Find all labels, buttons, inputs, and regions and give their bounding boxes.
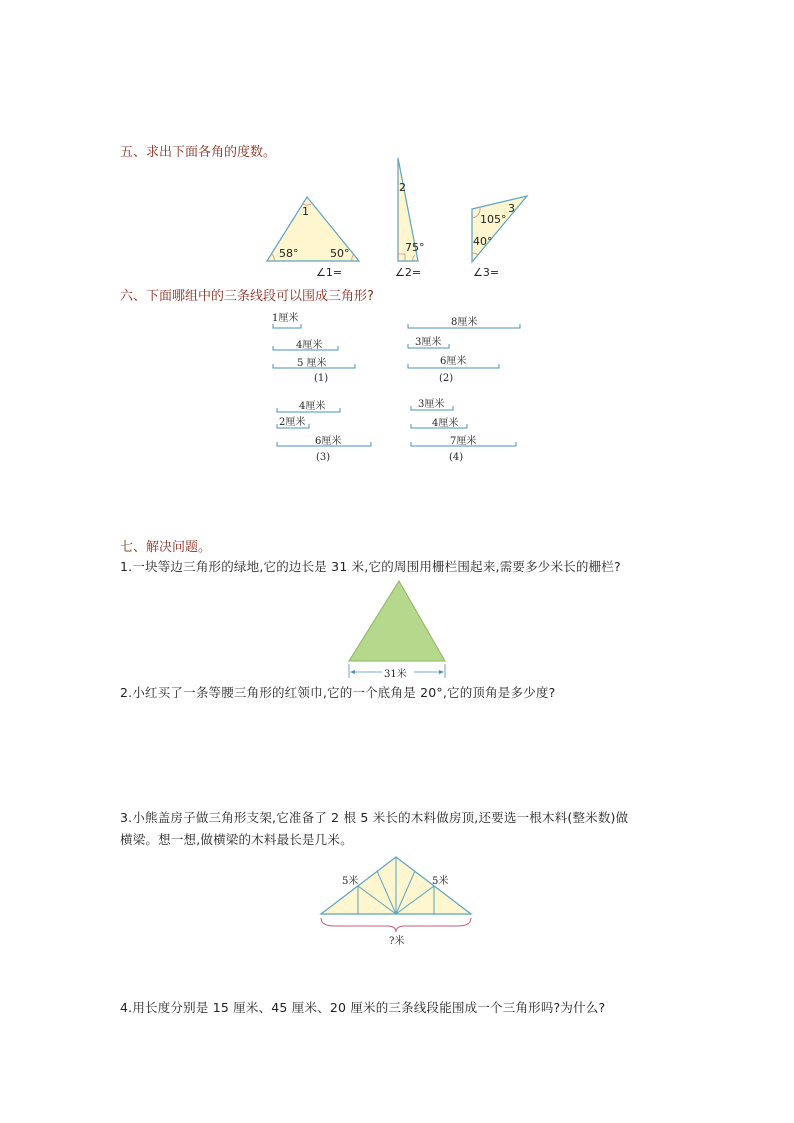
g2-seg2-label: 3厘米 — [415, 337, 442, 348]
g2-seg1-label: 8厘米 — [451, 317, 478, 328]
g1-seg3-label: 5 厘米 — [297, 358, 327, 369]
q3-left-label: 5米 — [342, 876, 359, 887]
question-3-line1: 3.小熊盖房子做三角形支架,它准备了 2 根 5 米长的木料做房顶,还要选一根木料(整米数)做 — [120, 810, 629, 825]
angle-58-label: 58° — [279, 247, 299, 260]
angle-2-label: 2 — [399, 181, 406, 194]
triangle-3 — [472, 196, 527, 262]
answer-2: ∠2= — [395, 266, 422, 279]
q3-bottom-label: ?米 — [389, 936, 405, 947]
section5-triangles — [0, 0, 794, 290]
g3-seg2-label: 2厘米 — [279, 417, 306, 428]
g2-label: (2) — [439, 373, 454, 384]
question-1: 1.一块等边三角形的绿地,它的边长是 31 米,它的周围用栅栏围起来,需要多少米长的栅栏? — [120, 559, 621, 574]
section6-title: 六、下面哪组中的三条线段可以围成三角形? — [120, 289, 374, 304]
angle-50-label: 50° — [330, 247, 350, 260]
section7-title: 七、解决问题。 — [120, 540, 212, 555]
q1-figure-label: 31米 — [384, 669, 407, 680]
g1-seg2-label: 4厘米 — [296, 340, 323, 351]
g3-seg3-label: 6厘米 — [315, 436, 342, 447]
q3-right-label: 5米 — [432, 876, 449, 887]
answer-3: ∠3= — [473, 266, 500, 279]
g3-seg1-label: 4厘米 — [299, 401, 326, 412]
angle-40-label: 40° — [473, 235, 493, 248]
angle-3-label: 3 — [508, 202, 515, 215]
g4-seg1-label: 3厘米 — [418, 399, 445, 410]
segment-groups — [0, 300, 794, 470]
g2-seg3-label: 6厘米 — [440, 356, 467, 367]
angle-105-label: 105° — [480, 213, 507, 226]
question-2: 2.小红买了一条等腰三角形的红领巾,它的一个底角是 20°,它的顶角是多少度? — [120, 685, 556, 700]
answer-1: ∠1= — [316, 266, 343, 279]
g1-seg1-label: 1厘米 — [272, 313, 299, 324]
roof-truss-figure — [315, 852, 480, 937]
angle-75-label: 75° — [405, 241, 425, 254]
g4-seg3-label: 7厘米 — [450, 436, 477, 447]
g1-label: (1) — [314, 373, 329, 384]
g4-seg2-label: 4厘米 — [432, 418, 459, 429]
g3-label: (3) — [316, 452, 331, 463]
section5-title: 五、求出下面各角的度数。 — [120, 145, 277, 160]
angle-1-label: 1 — [302, 205, 309, 218]
question-3-line2: 横梁。想一想,做横梁的木料最长是几米。 — [120, 832, 353, 847]
question-4: 4.用长度分别是 15 厘米、45 厘米、20 厘米的三条线段能围成一个三角形吗?为什么? — [120, 1000, 606, 1015]
g4-label: (4) — [449, 452, 464, 463]
